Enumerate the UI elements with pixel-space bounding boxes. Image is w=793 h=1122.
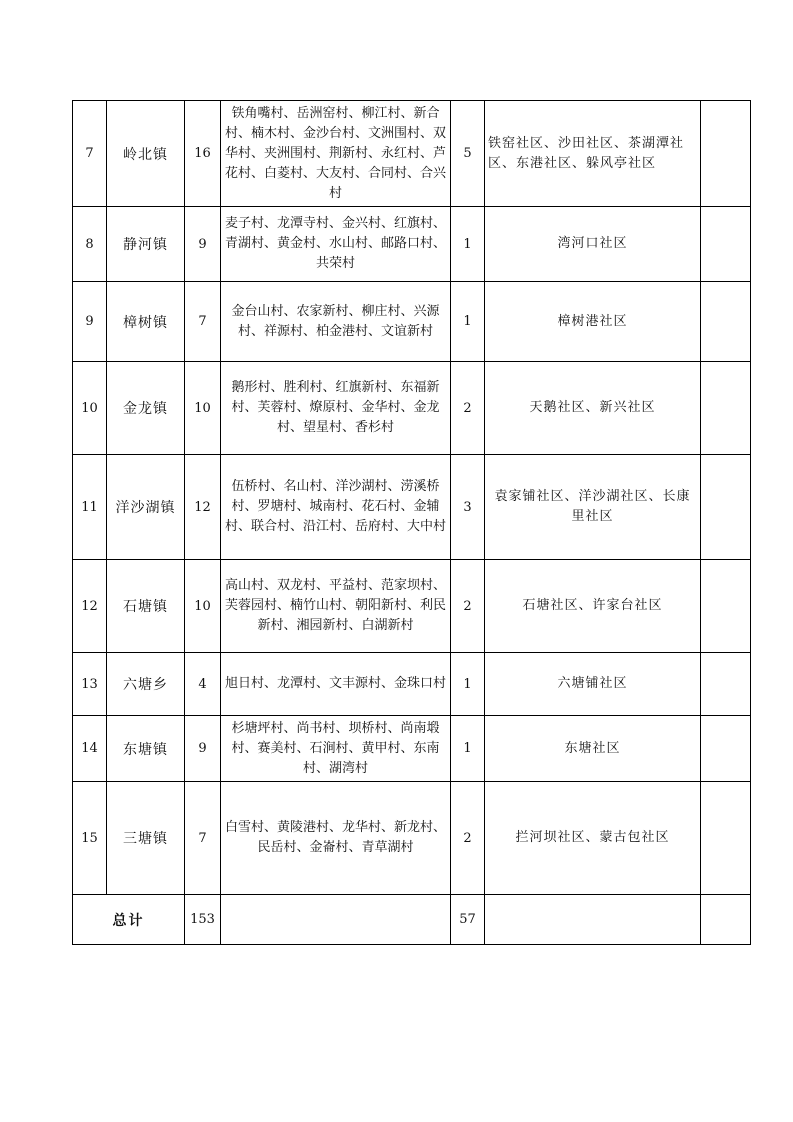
village-list: 白雪村、黄陵港村、龙华村、新龙村、民岳村、金崙村、青草湖村: [221, 782, 451, 895]
table-row: [73, 782, 751, 895]
table-row: [73, 362, 751, 455]
table-row: [73, 207, 751, 282]
total-village-list-cell: [221, 895, 451, 945]
total-label: 总计: [73, 895, 185, 945]
village-count: 7: [185, 782, 221, 895]
remarks-cell: [701, 560, 751, 653]
community-list: 湾河口社区: [485, 207, 701, 282]
village-count: 9: [185, 716, 221, 782]
community-count: 2: [451, 782, 485, 895]
town-name: 洋沙湖镇: [107, 455, 185, 560]
town-name: 金龙镇: [107, 362, 185, 455]
town-name: 六塘乡: [107, 653, 185, 716]
village-list: 伍桥村、名山村、洋沙湖村、涝溪桥村、罗塘村、城南村、花石村、金辅村、联合村、沿江村、岳府村、大中村: [221, 455, 451, 560]
community-count: 2: [451, 560, 485, 653]
remarks-cell: [701, 653, 751, 716]
village-list: 麦子村、龙潭寺村、金兴村、红旗村、青湖村、黄金村、水山村、邮路口村、共荣村: [221, 207, 451, 282]
row-number: 9: [73, 282, 107, 362]
total-remarks-cell: [701, 895, 751, 945]
total-community-list-cell: [485, 895, 701, 945]
table-row: [73, 653, 751, 716]
town-name: 静河镇: [107, 207, 185, 282]
village-list: 高山村、双龙村、平益村、范家坝村、芙蓉园村、楠竹山村、朝阳新村、利民新村、湘园新村、白湖新村: [221, 560, 451, 653]
community-count: 1: [451, 282, 485, 362]
table-row: [73, 455, 751, 560]
village-list: 杉塘坪村、尚书村、坝桥村、尚南塅村、赛美村、石涧村、黄甲村、东南村、湖湾村: [221, 716, 451, 782]
row-number: 12: [73, 560, 107, 653]
community-count: 1: [451, 716, 485, 782]
community-list: 铁窑社区、沙田社区、茶湖潭社区、东港社区、躲风亭社区: [485, 101, 701, 207]
town-name: 岭北镇: [107, 101, 185, 207]
row-number: 14: [73, 716, 107, 782]
row-number: 15: [73, 782, 107, 895]
remarks-cell: [701, 207, 751, 282]
row-number: 11: [73, 455, 107, 560]
row-number: 10: [73, 362, 107, 455]
community-list: 石塘社区、许家台社区: [485, 560, 701, 653]
table-row: [73, 716, 751, 782]
village-list: 鹅形村、胜利村、红旗新村、东福新村、芙蓉村、燎原村、金华村、金龙村、望星村、香杉村: [221, 362, 451, 455]
remarks-cell: [701, 282, 751, 362]
community-list: 天鹅社区、新兴社区: [485, 362, 701, 455]
community-count: 3: [451, 455, 485, 560]
row-number: 8: [73, 207, 107, 282]
remarks-cell: [701, 455, 751, 560]
village-total: 153: [185, 895, 221, 945]
table-row: [73, 282, 751, 362]
table-row: [73, 101, 751, 207]
remarks-cell: [701, 782, 751, 895]
community-total: 57: [451, 895, 485, 945]
community-count: 1: [451, 207, 485, 282]
table-row: [73, 560, 751, 653]
community-list: 袁家铺社区、洋沙湖社区、长康里社区: [485, 455, 701, 560]
village-count: 10: [185, 362, 221, 455]
remarks-cell: [701, 362, 751, 455]
village-count: 10: [185, 560, 221, 653]
village-count: 16: [185, 101, 221, 207]
community-list: 樟树港社区: [485, 282, 701, 362]
village-list: 旭日村、龙潭村、文丰源村、金珠口村: [221, 653, 451, 716]
community-count: 2: [451, 362, 485, 455]
remarks-cell: [701, 716, 751, 782]
row-number: 13: [73, 653, 107, 716]
community-list: 六塘铺社区: [485, 653, 701, 716]
village-count: 9: [185, 207, 221, 282]
town-name: 石塘镇: [107, 560, 185, 653]
village-list: 铁角嘴村、岳洲窑村、柳江村、新合村、楠木村、金沙台村、文洲围村、双华村、夹洲围村、荆新村、永红村、芦花村、白菱村、大友村、合同村、合兴村: [221, 101, 451, 207]
village-count: 4: [185, 653, 221, 716]
remarks-cell: [701, 101, 751, 207]
village-list: 金台山村、农家新村、柳庄村、兴源村、祥源村、柏金港村、文谊新村: [221, 282, 451, 362]
village-community-table: [72, 100, 751, 945]
row-number: 7: [73, 101, 107, 207]
town-name: 樟树镇: [107, 282, 185, 362]
community-list: 拦河坝社区、蒙古包社区: [485, 782, 701, 895]
total-row: [73, 895, 751, 945]
community-count: 1: [451, 653, 485, 716]
community-list: 东塘社区: [485, 716, 701, 782]
community-count: 5: [451, 101, 485, 207]
town-name: 东塘镇: [107, 716, 185, 782]
town-name: 三塘镇: [107, 782, 185, 895]
village-count: 7: [185, 282, 221, 362]
village-count: 12: [185, 455, 221, 560]
